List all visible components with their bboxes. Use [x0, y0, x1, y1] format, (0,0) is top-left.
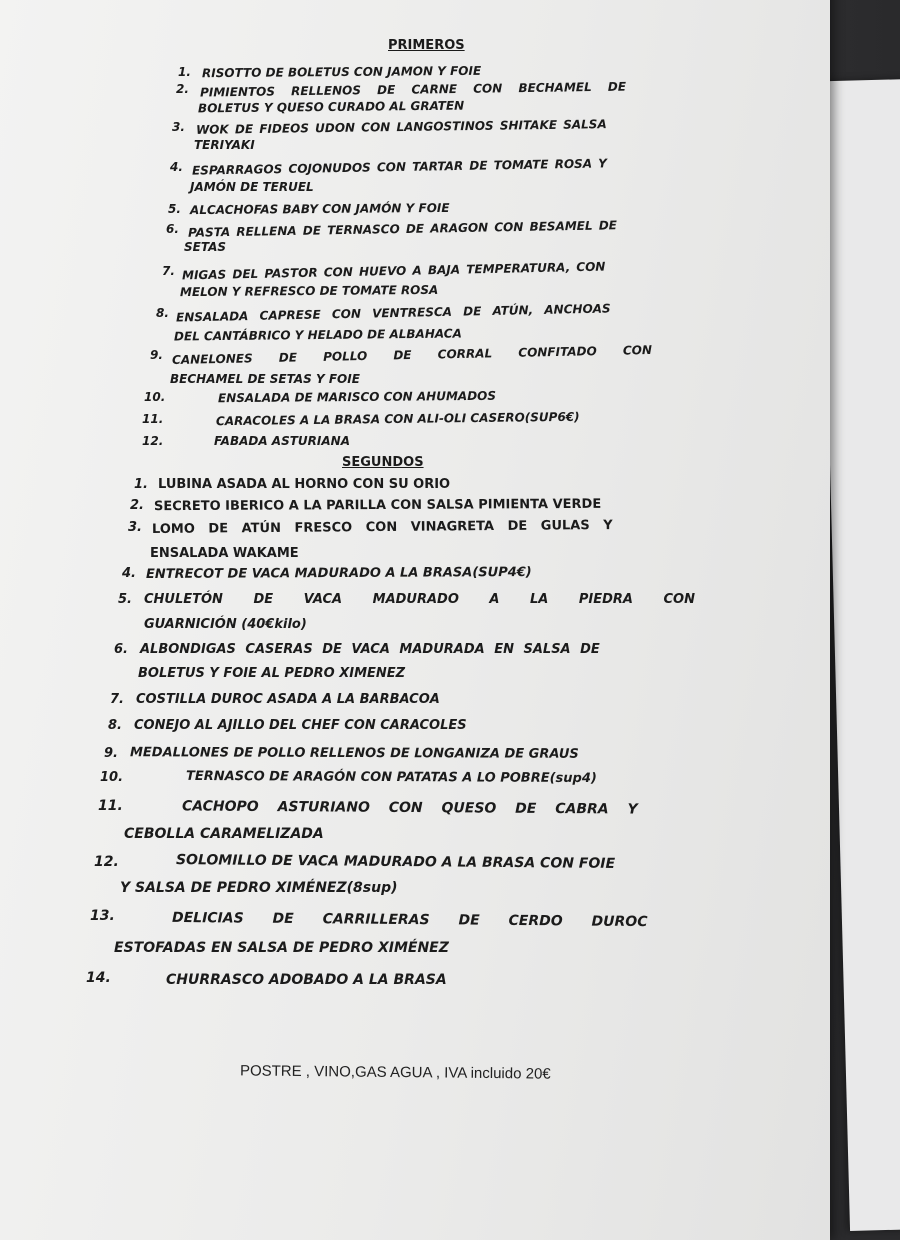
- segundos-heading: SEGUNDOS: [342, 455, 424, 470]
- segundos-item-line: SECRETO IBERICO A LA PARILLA CON SALSA PIMIENTA VERDE: [153, 496, 602, 515]
- segundos-item-number: 1.: [134, 477, 148, 492]
- segundos-item-line: COSTILLA DUROC ASADA A LA BARBACOA: [136, 692, 440, 707]
- primeros-item-number: 5.: [168, 202, 181, 216]
- primeros-item-number: 9.: [150, 348, 163, 362]
- primeros-item-line: PASTA RELLENA DE TERNASCO DE ARAGON CON BESAMEL DE: [187, 218, 618, 240]
- primeros-item-number: 7.: [162, 264, 175, 278]
- primeros-item-line: TERIYAKI: [194, 138, 255, 152]
- segundos-item-line: SOLOMILLO DE VACA MADURADO A LA BRASA CON FOIE: [175, 852, 616, 872]
- segundos-item-line: ESTOFADAS EN SALSA DE PEDRO XIMÉNEZ: [114, 940, 449, 956]
- segundos-item-number: 4.: [122, 566, 136, 581]
- primeros-item-text: PIMIENTOS RELLENOS DE CARNE CON BECHAMEL DE: [199, 79, 627, 100]
- primeros-item-line: ALCACHOFAS BABY CON JAMÓN Y FOIE: [189, 200, 450, 218]
- primeros-item-line: ESPARRAGOS COJONUDOS CON TARTAR DE TOMATE ROSA Y: [191, 156, 608, 178]
- primeros-item-line: WOK DE FIDEOS UDON CON LANGOSTINOS SHITAKE SALSA: [195, 117, 607, 137]
- segundos-item-line: CHURRASCO ADOBADO A LA BRASA: [166, 972, 447, 988]
- segundos-item-number: 12.: [94, 854, 119, 870]
- primeros-item-line: FABADA ASTURIANA: [214, 434, 350, 448]
- segundos-item-number: 13.: [90, 908, 115, 924]
- segundos-item-line: Y SALSA DE PEDRO XIMÉNEZ(8sup): [120, 880, 398, 896]
- segundos-item-number: 2.: [130, 498, 144, 513]
- segundos-item-number: 7.: [110, 692, 124, 707]
- primeros-item-number: 4.: [170, 160, 183, 174]
- segundos-item-line: CONEJO AL AJILLO DEL CHEF CON CARACOLES: [134, 718, 467, 733]
- segundos-item-line: MEDALLONES DE POLLO RELLENOS DE LONGANIZA DE GRAUS: [129, 745, 579, 762]
- primeros-item-number: 2.: [176, 82, 189, 96]
- primeros-item-line: BECHAMEL DE SETAS Y FOIE: [170, 372, 360, 386]
- primeros-item-line: CARACOLES A LA BRASA CON ALI-OLI CASERO(SUP6€): [215, 409, 580, 429]
- segundos-item-line: LOMO DE ATÚN FRESCO CON VINAGRETA DE GULAS Y: [151, 517, 613, 538]
- segundos-item-line: CEBOLLA CARAMELIZADA: [124, 826, 324, 842]
- segundos-item-line: BOLETUS Y FOIE AL PEDRO XIMENEZ: [138, 666, 406, 681]
- primeros-item-number: 3.: [172, 120, 185, 134]
- segundos-item-line: ENTRECOT DE VACA MADURADO A LA BRASA(SUP4€): [145, 564, 532, 583]
- primeros-item-line: ENSALADA DE MARISCO CON AHUMADOS: [217, 388, 497, 406]
- primeros-item-line: JAMÓN DE TERUEL: [190, 180, 314, 194]
- segundos-item-line: ALBONDIGAS CASERAS DE VACA MADURADA EN SALSA DE: [140, 642, 600, 657]
- segundos-item-number: 11.: [98, 798, 123, 814]
- segundos-item-line: GUARNICIÓN (40€kilo): [144, 617, 307, 632]
- primeros-heading: PRIMEROS: [388, 38, 465, 53]
- segundos-item-number: 10.: [100, 770, 124, 785]
- segundos-item-number: 8.: [108, 718, 122, 733]
- primeros-item-line: SETAS: [184, 240, 227, 254]
- primeros-item-line: BOLETUS Y QUESO CURADO AL GRATEN: [197, 98, 465, 116]
- segundos-item-number: 5.: [118, 592, 132, 607]
- primeros-item-number: 10.: [144, 390, 166, 404]
- primeros-item-line: ENSALADA CAPRESE CON VENTRESCA DE ATÚN, ANCHOAS: [175, 301, 611, 325]
- menu-price-footer: POSTRE , VINO,GAS AGUA , IVA incluido 20€: [239, 1062, 551, 1083]
- segundos-item-line: CACHOPO ASTURIANO CON QUESO DE CABRA Y: [181, 798, 638, 818]
- primeros-item-number: 6.: [166, 222, 179, 236]
- primeros-item-number: 1.: [178, 65, 191, 79]
- primeros-item-number: 8.: [156, 306, 169, 320]
- primeros-item-line: MELON Y REFRESCO DE TOMATE ROSA: [179, 282, 439, 300]
- segundos-item-number: 14.: [86, 970, 111, 986]
- segundos-item-line: LUBINA ASADA AL HORNO CON SU ORIO: [158, 477, 451, 492]
- primeros-item-line: CANELONES DE POLLO DE CORRAL CONFITADO CON: [171, 342, 653, 368]
- segundos-item-number: 3.: [128, 520, 142, 535]
- segundos-item-number: 9.: [104, 746, 118, 761]
- segundos-item-line: ENSALADA WAKAME: [150, 546, 299, 561]
- segundos-item-number: 6.: [114, 642, 128, 657]
- primeros-item-line: RISOTTO DE BOLETUS CON JAMON Y FOIE: [201, 63, 482, 81]
- primeros-item-line: DEL CANTÁBRICO Y HELADO DE ALBAHACA: [173, 326, 462, 344]
- primeros-item-line: [200, 78, 708, 99]
- primeros-item-number: 11.: [142, 412, 164, 426]
- segundos-item-line: TERNASCO DE ARAGÓN CON PATATAS A LO POBRE(sup4): [185, 768, 597, 787]
- segundos-item-line: DELICIAS DE CARRILLERAS DE CERDO DUROC: [171, 909, 648, 931]
- primeros-item-line: MIGAS DEL PASTOR CON HUEVO A BAJA TEMPERATURA, CON: [181, 259, 606, 283]
- primeros-item-number: 12.: [142, 434, 164, 448]
- segundos-item-line: CHULETÓN DE VACA MADURADO A LA PIEDRA CON: [144, 592, 695, 607]
